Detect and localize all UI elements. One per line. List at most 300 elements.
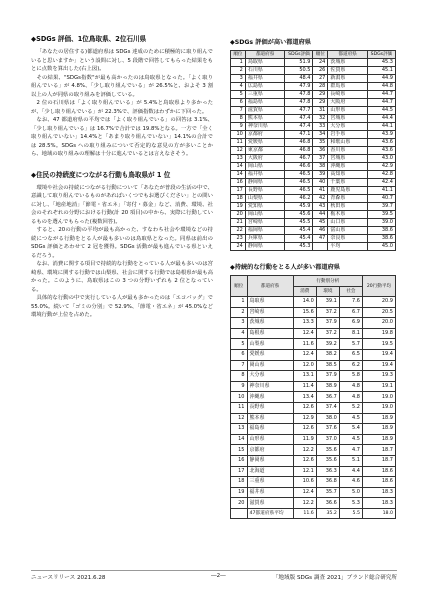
table-cell: 44.5	[367, 107, 395, 115]
table-cell: 宮崎県	[245, 219, 285, 227]
table-row	[231, 211, 396, 219]
table-cell: 沖縄県	[247, 392, 293, 403]
table-cell: 12.2	[293, 498, 316, 509]
table-row	[231, 155, 396, 163]
table-cell: 4.8	[339, 381, 362, 392]
table-cell: 長崎県	[328, 91, 368, 99]
section1-heading: ◆SDGs 評価、1位鳥取県、2位石川県	[31, 35, 147, 43]
table-cell: 平均	[328, 243, 368, 251]
table-cell: 39	[313, 171, 328, 179]
table-cell: 岡山県	[245, 211, 285, 219]
table-cell: 18.9	[362, 413, 395, 424]
table-cell: 14	[231, 171, 246, 179]
table-cell: 6.5	[339, 349, 362, 360]
table-row	[231, 487, 396, 498]
table-cell: 36.7	[316, 392, 339, 403]
table-cell: 5	[231, 339, 248, 350]
table-cell: 46.5	[285, 179, 313, 187]
table-row	[231, 318, 396, 329]
table-cell: 43	[313, 203, 328, 211]
table-cell: 19.1	[362, 381, 395, 392]
table-cell: 4.8	[339, 392, 362, 403]
table-cell: 27	[313, 75, 328, 83]
table-cell: 35.7	[316, 487, 339, 498]
table-cell: 島根県	[247, 328, 293, 339]
table-cell: 45.5	[285, 219, 313, 227]
table-cell: 鹿児島県	[328, 187, 368, 195]
table-cell: 7	[231, 360, 248, 371]
table-cell: 奈良県	[328, 235, 368, 243]
table-cell: 42.9	[367, 163, 395, 171]
table-row	[231, 307, 396, 318]
table-cell: 4.5	[339, 434, 362, 445]
table-cell: 37.0	[316, 434, 339, 445]
table-cell: 46.8	[285, 139, 313, 147]
table-cell: 36.6	[316, 498, 339, 509]
table-cell: 45.3	[367, 59, 395, 67]
col-header-consumption: 消費	[293, 287, 316, 297]
table-cell: 愛知県	[245, 203, 285, 211]
table-cell: 山形県	[247, 434, 293, 445]
table-cell: 山梨県	[245, 195, 285, 203]
table-cell: 18	[231, 195, 246, 203]
table-row	[231, 147, 396, 155]
paragraph: すると、20の行動の平均が最も高かった、すなわち社会や環境などの持続につながる行動をとる人が最も多いのは鳥取県となった。同県は前出の SDGs 評価とあわせて 2 冠を獲得。SDGs 活動が最も進んでいる県といえるだろう。	[31, 227, 213, 259]
table-cell: 41	[313, 187, 328, 195]
table-cell: 京都府	[247, 445, 293, 456]
table-cell: 8.1	[339, 328, 362, 339]
table-cell: 18.9	[362, 434, 395, 445]
table-cell: 熊本県	[245, 115, 285, 123]
table-cell: 47.9	[285, 83, 313, 91]
table-cell: 17	[231, 466, 248, 477]
table-cell: 4	[231, 83, 246, 91]
table-cell: 兵庫県	[245, 235, 285, 243]
table-cell: 19	[231, 487, 248, 498]
table-cell: 18.6	[362, 466, 395, 477]
table-cell: 5.0	[339, 487, 362, 498]
table-cell: 神奈川県	[247, 381, 293, 392]
table-cell: 10	[231, 392, 248, 403]
col-header-rank: 順位	[231, 51, 246, 59]
table-cell: 33	[313, 123, 328, 131]
table-row	[231, 83, 396, 91]
table-cell: 富山県	[328, 227, 368, 235]
table-cell: 43.6	[367, 147, 395, 155]
table-cell: 18.7	[362, 445, 395, 456]
table-cell: 5.4	[339, 424, 362, 435]
col-header-rank: 順位	[231, 276, 248, 297]
table-cell: 5.8	[339, 371, 362, 382]
table-cell: 10	[231, 131, 246, 139]
table-cell: 18	[231, 477, 248, 488]
table-row	[231, 498, 396, 509]
table-cell: 13	[231, 424, 248, 435]
table-cell: 37.9	[316, 371, 339, 382]
table-cell: 静岡県	[247, 455, 293, 466]
table-cell: 5.7	[339, 339, 362, 350]
table-cell: 9	[231, 381, 248, 392]
table-cell: 19.5	[362, 339, 395, 350]
left-column	[31, 35, 213, 320]
table-cell: 7	[231, 107, 246, 115]
table-row	[231, 477, 396, 488]
col-header-score: SDGs評価	[367, 51, 395, 59]
table-cell: 4.5	[339, 413, 362, 424]
table-cell: 8	[231, 371, 248, 382]
table-cell: 福井県	[247, 487, 293, 498]
table-cell: 46.5	[285, 171, 313, 179]
table-row	[231, 445, 396, 456]
col-header-prefecture: 都道府県	[328, 51, 368, 59]
table-cell: 福岡県	[245, 227, 285, 235]
table-cell: 4.6	[339, 477, 362, 488]
table-cell: 愛媛県	[247, 349, 293, 360]
right-column	[230, 38, 396, 519]
table-cell: 45.1	[367, 67, 395, 75]
table-cell: 47都道府県平均	[247, 508, 293, 519]
table-cell: 20	[231, 211, 246, 219]
table-cell: 19.3	[362, 371, 395, 382]
table-cell: 42.4	[367, 179, 395, 187]
table-cell: 35.6	[316, 445, 339, 456]
table-cell: 38	[313, 163, 328, 171]
table-cell: 2	[231, 307, 248, 318]
table-cell: 38.2	[316, 349, 339, 360]
table-row	[231, 99, 396, 107]
table1-header-row	[231, 51, 396, 59]
table-cell: 11	[231, 139, 246, 147]
col-header-group: 行動別分析	[293, 276, 362, 287]
col-header-rank: 順位	[313, 51, 328, 59]
table-cell: 45.6	[285, 211, 313, 219]
table-row	[231, 339, 396, 350]
table-cell: 39.5	[367, 211, 395, 219]
table-cell: 石川県	[245, 67, 285, 75]
table-cell: 35.6	[316, 455, 339, 466]
table-cell: 37.4	[316, 402, 339, 413]
table-cell: 新潟県	[328, 75, 368, 83]
table-row	[231, 424, 396, 435]
table-cell: 18.9	[362, 424, 395, 435]
table-cell: 宮城県	[328, 115, 368, 123]
table-cell: 12.0	[293, 360, 316, 371]
table-row	[231, 131, 396, 139]
table-cell: 大分県	[328, 123, 368, 131]
table-row	[231, 203, 396, 211]
table-cell: 45.4	[285, 227, 313, 235]
table-cell: 38.9	[316, 381, 339, 392]
table-cell: 46.8	[285, 147, 313, 155]
table-cell: 13.4	[293, 392, 316, 403]
table-cell: 47.7	[285, 107, 313, 115]
table-cell: 6.9	[339, 318, 362, 329]
table-cell: 山梨県	[247, 339, 293, 350]
paragraph: その結果、"SDGs指数"が最も高かったのは鳥取県となった。「よく取り組んでいる」が 4.8%、「少し取り組んでいる」が 26.5%と、およそ 3 割以上の人が同県の取り組みを評価している。	[31, 74, 213, 98]
table-cell: 愛媛県	[245, 139, 285, 147]
table-cell: 和歌山県	[328, 139, 368, 147]
table-cell: 46	[313, 227, 328, 235]
table-cell: 東京都	[245, 147, 285, 155]
table-cell: 12.4	[293, 487, 316, 498]
table-cell: 19.4	[362, 360, 395, 371]
table-cell: 11	[231, 402, 248, 413]
table-cell: 40.7	[367, 195, 395, 203]
table-cell: 34	[313, 131, 328, 139]
table-cell: 18.0	[362, 508, 395, 519]
table-cell: 北海道	[247, 466, 293, 477]
table-cell: 19.4	[362, 349, 395, 360]
footer	[31, 573, 397, 583]
table-cell: 47.4	[285, 123, 313, 131]
table-row	[231, 235, 396, 243]
table-cell: 福島県	[245, 99, 285, 107]
table-cell: 18.3	[362, 498, 395, 509]
table-cell: 12	[231, 147, 246, 155]
table-cell: 13.3	[293, 318, 316, 329]
col-header-score: SDGs評価	[285, 51, 313, 59]
table-cell: 46.2	[285, 195, 313, 203]
table-cell: 青森県	[328, 195, 368, 203]
table-cell: 35	[313, 139, 328, 147]
table-cell: 46.6	[285, 163, 313, 171]
table-row	[231, 139, 396, 147]
table-cell: 42.8	[367, 171, 395, 179]
table-cell: 秋田県	[328, 203, 368, 211]
table-cell: 45.4	[285, 235, 313, 243]
table-cell: 40	[313, 179, 328, 187]
table-cell: 45.9	[285, 203, 313, 211]
table-cell: 44.7	[367, 91, 395, 99]
table-cell: 43.6	[367, 139, 395, 147]
table-cell: 佐賀県	[328, 67, 368, 75]
table-row	[231, 219, 396, 227]
table-row	[231, 392, 396, 403]
table-row	[231, 349, 396, 360]
table-cell: 5.3	[339, 498, 362, 509]
table-cell: 長野県	[247, 402, 293, 413]
table-cell: 8	[231, 115, 246, 123]
table-cell: 12.6	[293, 402, 316, 413]
table-cell: 38.6	[367, 227, 395, 235]
table-cell: 宮崎県	[247, 307, 293, 318]
table-cell: 12.6	[293, 455, 316, 466]
table-row	[231, 227, 396, 235]
paragraph: 具体的な行動の中で実行している人が最も多かったのは「エコバッグ」で 55.0%。続いて「ゴミの分別」で 52.9%、「節電・省エネ」が 45.0%など環境行動が上位を占めた。	[31, 295, 213, 318]
table-cell: 24	[231, 243, 246, 251]
table-row	[231, 163, 396, 171]
table-cell: 香川県	[328, 147, 368, 155]
table-cell: 山形県	[328, 107, 368, 115]
table-cell: 大阪府	[328, 99, 368, 107]
table-cell: 43.9	[367, 131, 395, 139]
table-cell: 19	[231, 203, 246, 211]
section2-heading: ◆住民の持続度につながる行動も鳥取県が 1 位	[31, 170, 171, 179]
table-row	[231, 297, 396, 308]
table-cell: 3	[231, 318, 248, 329]
col-header-prefecture: 都道府県	[247, 276, 293, 297]
table-cell: 47.8	[285, 99, 313, 107]
table-cell: 長野県	[245, 187, 285, 195]
table-cell: 鳥取県	[247, 297, 293, 308]
table-cell: 37	[313, 155, 328, 163]
page-number: ―2―	[211, 573, 226, 579]
table-cell: 37.9	[316, 318, 339, 329]
table1-body	[231, 59, 396, 251]
col-header-avg: 20行動平均	[362, 276, 395, 297]
table2-header-row	[231, 276, 396, 287]
table-cell: 1	[231, 59, 246, 67]
table-cell: 岩手県	[328, 131, 368, 139]
table-cell: 栃木県	[328, 211, 368, 219]
table-cell: 19.8	[362, 328, 395, 339]
table-cell: 22	[231, 227, 246, 235]
footer-divider	[31, 570, 397, 571]
table-cell: 37.6	[316, 424, 339, 435]
table-total-row	[231, 508, 396, 519]
table-row	[231, 67, 396, 75]
table-cell: 13	[231, 155, 246, 163]
table-cell: 14	[231, 434, 248, 445]
table-cell: 18.3	[362, 487, 395, 498]
table-cell: 44.8	[367, 83, 395, 91]
table-cell: 鳥取県	[245, 59, 285, 67]
footer-release-date: ニュースリリース 2021.6.28	[31, 575, 106, 581]
table-row	[231, 59, 396, 67]
table-cell: 46.7	[285, 155, 313, 163]
table-cell: 38.5	[316, 360, 339, 371]
table-cell: 13.1	[293, 371, 316, 382]
table-row	[231, 434, 396, 445]
table-cell: 36	[313, 147, 328, 155]
table-cell: 46.5	[285, 187, 313, 195]
table-cell: 7.6	[339, 297, 362, 308]
table-row	[231, 115, 396, 123]
table-cell: 12.1	[293, 466, 316, 477]
table-cell: 沖縄県	[328, 163, 368, 171]
table-cell: 44.7	[367, 99, 395, 107]
table-row	[231, 195, 396, 203]
table-cell: 12.6	[293, 424, 316, 435]
table-cell: 4.4	[339, 466, 362, 477]
table-cell: 4	[231, 328, 248, 339]
table-cell: 三重県	[247, 477, 293, 488]
table-cell: 広島県	[245, 83, 285, 91]
table-cell: 36.8	[316, 477, 339, 488]
table-row	[231, 402, 396, 413]
table-cell: 福島県	[247, 424, 293, 435]
table-row	[231, 360, 396, 371]
paragraph: 環境や社会の持続につながる行動について「あなたが普段の生活の中で、意識して取り組んでいるものがあればいくつでもお選びください」との問いに対し、「地産地消」「節電・省エネ」「寄付・募金」など、消費、環境、社会のそれぞれの分野における行動(計 20 項目)の中から、実際に行動しているものを選んでもらった(複数回答)。	[31, 184, 213, 225]
table-cell: 43.0	[367, 155, 395, 163]
table-cell: 44	[313, 211, 328, 219]
table-cell: 31	[313, 107, 328, 115]
table-cell: 福井県	[245, 171, 285, 179]
table-cell: 51.9	[285, 59, 313, 67]
table-cell: 10.6	[293, 477, 316, 488]
table-cell	[231, 508, 248, 519]
table-cell: 39.0	[367, 219, 395, 227]
table-cell: 14.0	[293, 297, 316, 308]
table-cell: 35.2	[316, 508, 339, 519]
table-cell: 15	[231, 445, 248, 456]
table-cell: 50.5	[285, 67, 313, 75]
table2-body	[231, 297, 396, 519]
table-cell: 18.6	[362, 477, 395, 488]
table-cell: 39.1	[316, 297, 339, 308]
table-cell: 熊本県	[247, 413, 293, 424]
table2-title: ◆持続的な行動をとる人が多い都道府県	[230, 264, 340, 271]
table-cell: 福井県	[245, 75, 285, 83]
table-cell: 宮城県	[328, 155, 368, 163]
table-cell: 28	[313, 83, 328, 91]
table-cell: 47.4	[285, 115, 313, 123]
table-row	[231, 171, 396, 179]
table-row	[231, 187, 396, 195]
action-ranking-table	[230, 275, 396, 519]
table-cell: 2	[231, 67, 246, 75]
table-row	[231, 107, 396, 115]
table-cell: 12.4	[293, 349, 316, 360]
table-row	[231, 179, 396, 187]
table-row	[231, 466, 396, 477]
table-cell: 6	[231, 99, 246, 107]
table-cell: 39.7	[367, 203, 395, 211]
table-cell: 23	[231, 235, 246, 243]
table-cell: 11.9	[293, 434, 316, 445]
footer-source: 「地域版 SDGs 調査 2021」ブランド総合研究所	[272, 575, 397, 581]
table-cell: 20	[231, 498, 248, 509]
table-cell: 9	[231, 123, 246, 131]
table-cell: 山口県	[328, 219, 368, 227]
table-cell: 6.2	[339, 360, 362, 371]
table-cell: 16	[231, 455, 248, 466]
paragraph: 2 位の石川県は「よく取り組んでいる」が 5.4%と鳥取県より多かったが、「少し取り組んでいる」が 22.3%で、評価指数はわずかに下回った。	[31, 100, 213, 115]
table-cell: 44.1	[367, 123, 395, 131]
table-cell: 24	[313, 59, 328, 67]
table-cell: 大阪府	[245, 155, 285, 163]
table-cell: 38.6	[367, 235, 395, 243]
table-row	[231, 91, 396, 99]
table-cell: 12.2	[293, 445, 316, 456]
table-cell: 37.2	[316, 328, 339, 339]
table-cell: 37.2	[316, 307, 339, 318]
table-cell: 20.0	[362, 318, 395, 329]
table-cell: 三重県	[245, 91, 285, 99]
table-cell: 静岡県	[245, 179, 285, 187]
table-cell: 12	[231, 413, 248, 424]
table-cell: 47.1	[285, 131, 313, 139]
table-cell: 滋賀県	[247, 498, 293, 509]
table-cell: 神奈川県	[245, 123, 285, 131]
table-cell: 17	[231, 187, 246, 195]
table-row	[231, 123, 396, 131]
table-cell: 16	[231, 179, 246, 187]
table-cell: 5.2	[339, 402, 362, 413]
table-cell: 5.1	[339, 455, 362, 466]
table-cell: 45	[313, 219, 328, 227]
table-row	[231, 75, 396, 83]
table-cell: 36.3	[316, 466, 339, 477]
paragraph: 「あなたの居住する)都道府県は SDGs 達成のために積極的に取り組んでいると思いますか」という設問に対し、5 段階で回答してもらった結果をもとに点数を算出した(右上図)。	[31, 49, 213, 72]
table-cell: 29	[313, 91, 328, 99]
paragraph: なお、47 都道府県の平均では「よく取り組んでいる」の回答は 3.1%、「少し取り組んでいる」は 16.7%で合計では 19.8%となる。一方で「全く取り組んでいない」14.4%と「あまり取り組んでいない」14.1%の合計では 28.5%。SDGs への取り組みについて否定的な意見の方が多いことから、地域の取り組みの理解は十分に進んでいるとは言えなさそう。	[31, 117, 213, 157]
table-cell: 大分県	[247, 371, 293, 382]
table-row	[231, 381, 396, 392]
table-cell: 26	[313, 67, 328, 75]
table-cell: 滋賀県	[245, 107, 285, 115]
section1-body	[31, 48, 213, 159]
